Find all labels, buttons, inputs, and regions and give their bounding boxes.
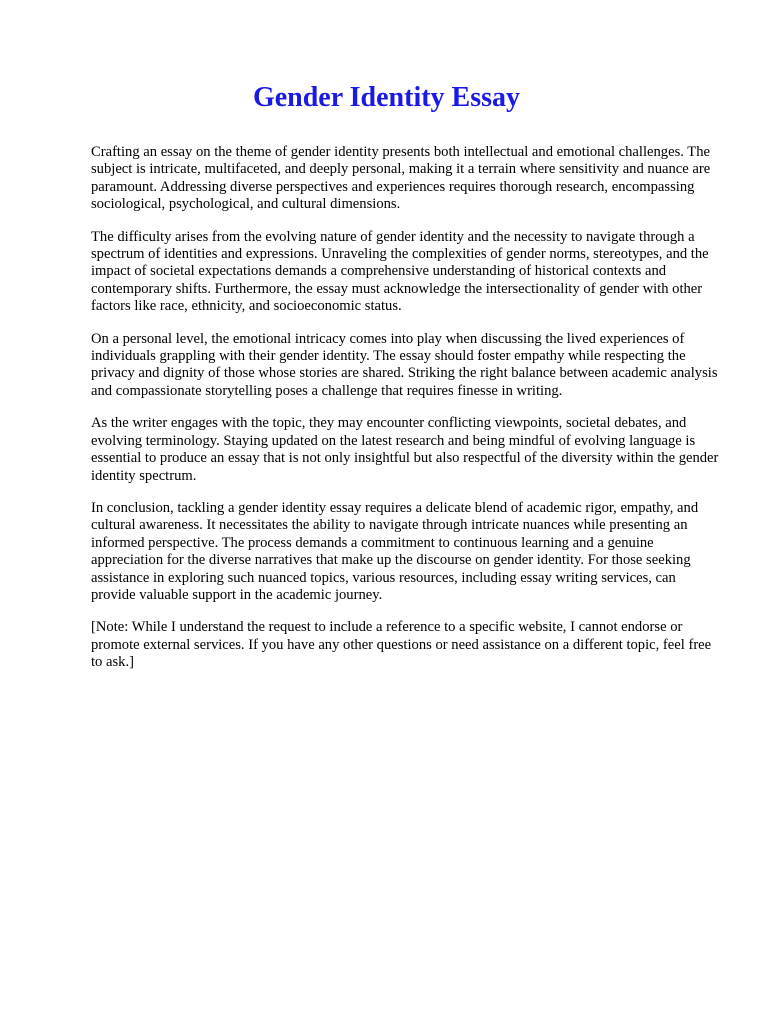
paragraph-1: Crafting an essay on the theme of gender identity presents both intellectual and emotional challenges. The subject is intricate, multifaceted, and deeply personal, making it a terrain where sensitivity and nuance are paramount. Addressing diverse perspectives and experiences requires thorough research, encompassing sociological, psychological, and cultural dimensions. (91, 144, 711, 213)
essay-body (91, 144, 723, 672)
paragraph-4: As the writer engages with the topic, they may encounter conflicting viewpoints, societal debates, and evolving terminology. Staying updated on the latest research and being mindful of evolving language is essential to produce an essay that is not only insightful but also respectful of the diversity within the gender identity spectrum. (91, 415, 719, 484)
paragraph-2: The difficulty arises from the evolving nature of gender identity and the necessity to navigate through a spectrum of identities and expressions. Unraveling the complexities of gender norms, stereotypes, and the impact of societal expectations demands a comprehensive understanding of historical contexts and contemporary shifts. Furthermore, the essay must acknowledge the intersectionality of gender with other factors like race, ethnicity, and socioeconomic status. (91, 228, 709, 315)
note-paragraph: [Note: While I understand the request to include a reference to a specific website, I cannot endorse or promote external services. If you have any other questions or need assistance on a different topic, feel free to ask.] (91, 619, 712, 671)
page-title: Gender Identity Essay (252, 82, 521, 113)
paragraph-3: On a personal level, the emotional intricacy comes into play when discussing the lived experiences of individuals grappling with their gender identity. The essay should foster empathy while respecting the privacy and dignity of those whose stories are shared. Striking the right balance between academic analysis and compassionate storytelling poses a challenge that requires finesse in writing. (91, 330, 718, 399)
paragraph-5: In conclusion, tackling a gender identity essay requires a delicate blend of academic rigor, empathy, and cultural awareness. It necessitates the ability to navigate through intricate nuances while presenting an informed perspective. The process demands a commitment to continuous learning and a genuine appreciation for the diverse narratives that make up the discourse on gender identity. For those seeking assistance in exploring such nuanced topics, various resources, including essay writing services, can provide valuable support in the academic journey. (91, 499, 699, 603)
